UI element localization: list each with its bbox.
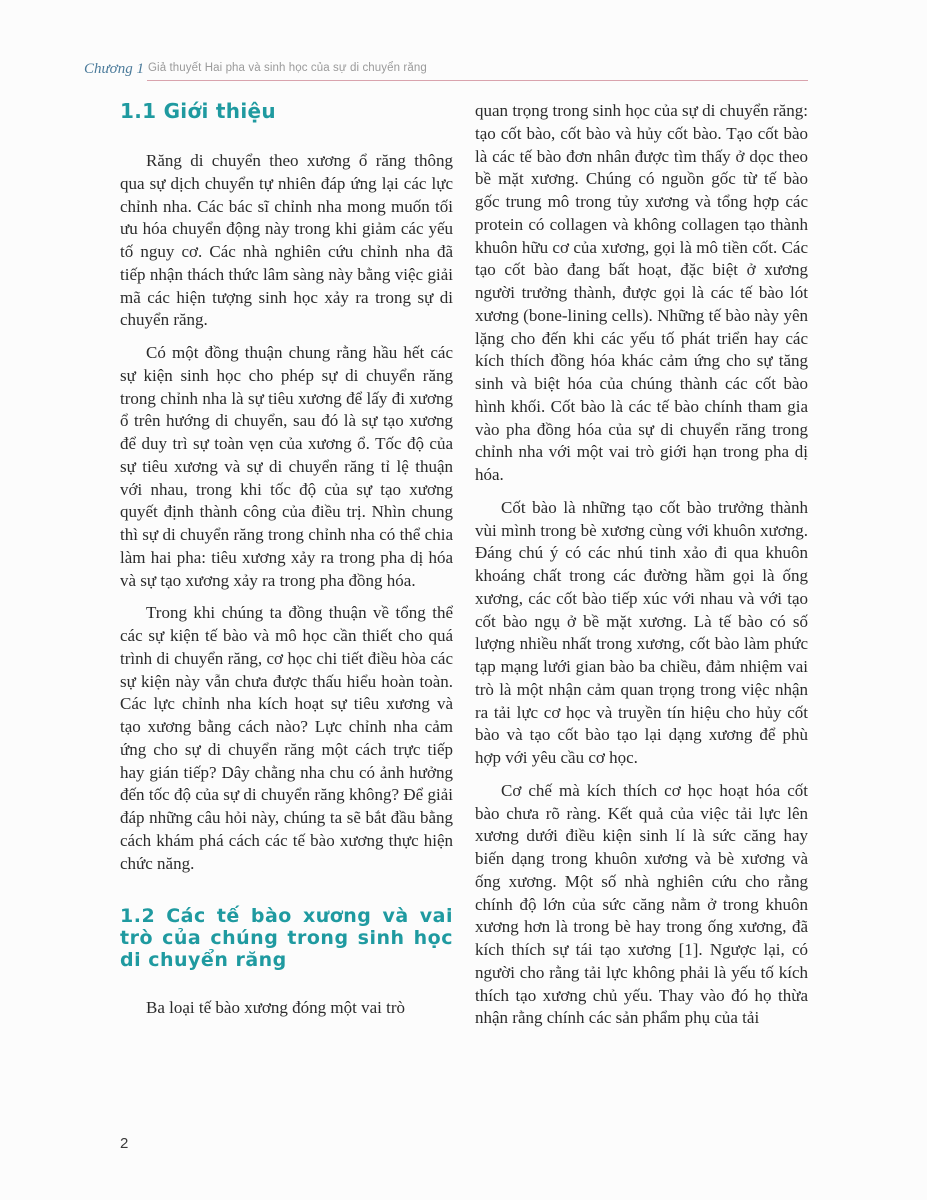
section-heading-bone-cells: 1.2 Các tế bào xương và vai trò của chúng trong sinh học di chuyển răng — [120, 905, 453, 972]
running-header — [84, 61, 808, 81]
section-heading-intro: 1.1 Giới thiệu — [120, 99, 276, 123]
body-paragraph: Răng di chuyển theo xương ổ răng thông qua sự dịch chuyển tự nhiên đáp ứng lại các lực chỉnh nha. Các bác sĩ chỉnh nha mong muốn tối ưu hóa chuyển động này trong khi giảm các yếu tố nguy cơ. Các nhà nghiên cứu chỉnh nha đã tiếp nhận thách thức lâm sàng này bằng việc giải mã các hiện tượng sinh học xảy ra trong sự di chuyển răng. — [120, 151, 453, 330]
header-divider — [147, 80, 808, 81]
body-paragraph: quan trọng trong sinh học của sự di chuyển răng: tạo cốt bào, cốt bào và hủy cốt bào. Tạo cốt bào là các tế bào đơn nhân được tìm thấy ở dọc theo bề mặt xương. Chúng có nguồn gốc từ tế bào gốc trung mô trong tủy xương và tổng hợp các protein có collagen và không collagen tạo thành khuôn hữu cơ của xương, gọi là mô tiền cốt. Các tạo cốt bào đang bất hoạt, đặc biệt ở xương người trưởng thành, được gọi là các tế bào lót xương (bone-lining cells). Những tế bào này yên lặng cho đến khi các yếu tố phát triển hay các kích thích đồng hóa khác cảm ứng cho sự tăng sinh và biệt hóa của chúng thành các cốt bào hình khối. Cốt bào là các tế bào chính tham gia vào pha đồng hóa của sự di chuyển răng trong chỉnh nha với một vai trò giới hạn trong pha dị hóa. — [475, 101, 808, 484]
body-paragraph: Có một đồng thuận chung rằng hầu hết các sự kiện sinh học cho phép sự di chuyển răng trong chỉnh nha là sự tiêu xương để lấy đi xương ổ trên hướng di chuyển, sau đó là sự tạo xương để duy trì sự toàn vẹn của xương ổ. Tốc độ của sự tiêu xương và sự di chuyển răng tỉ lệ thuận với nhau, trong khi tốc độ của sự tạo xương quyết định thành công của điều trị. Nhìn chung thì sự di chuyển răng trong chỉnh nha có thể chia làm hai pha: tiêu xương xảy ra trong pha dị hóa và sự tạo xương xảy ra trong pha đồng hóa. — [120, 343, 453, 590]
page-number: 2 — [120, 1135, 129, 1152]
body-paragraph: Cơ chế mà kích thích cơ học hoạt hóa cốt bào chưa rõ ràng. Kết quả của việc tải lực lên xương dưới điều kiện sinh lí là sức căng hay biến dạng trong khuôn xương và bè xương và ống xương. Một số nhà nghiên cứu cho rằng chính độ lớn của sức căng nằm ở trong khuôn xương hơn là trong bè hay trong ống xương, đã kích thích sự tái tạo xương [1]. Ngược lại, có người cho rằng tải lực không phải là yếu tố kích thích tạo xương chủ yếu. Thay vào đó họ thừa nhận rằng chính các sản phẩm phụ của tải — [475, 780, 808, 1028]
running-title: Giả thuyết Hai pha và sinh học của sự di chuyển răng — [148, 62, 427, 74]
right-column — [475, 100, 808, 1040]
left-column — [120, 98, 453, 1030]
body-paragraph: Ba loại tế bào xương đóng một vai trò — [146, 998, 405, 1018]
body-paragraph: Cốt bào là những tạo cốt bào trưởng thành vùi mình trong bè xương cùng với khuôn xương. Đáng chú ý có các nhú tinh xảo đi qua khuôn khoáng chất trong các đường hầm gọi là ống xương, các cốt bào tiếp xúc với nhau và với tạo cốt bào ngụ ở bề mặt xương. Là tế bào có số lượng nhiều nhất trong xương, cốt bào làm phức tạp mạng lưới gian bào ba chiều, đảm nhiệm vai trò là một nhận cảm quan trọng trong việc nhận ra tải lực cơ học và truyền tín hiệu cho hủy cốt bào và tạo cốt bào tạo lại dạng xương để phù hợp với yêu cầu cơ học. — [475, 497, 808, 767]
chapter-label: Chương 1 — [84, 61, 144, 77]
body-paragraph: Trong khi chúng ta đồng thuận về tổng thể các sự kiện tế bào và mô học cần thiết cho quá trình di chuyển răng, cơ học chi tiết điều hòa các sự kiện này vẫn chưa được thấu hiểu hoàn toàn. Các lực chỉnh nha kích hoạt sự tiêu xương và tạo xương bằng cách nào? Lực chỉnh nha cảm ứng cho sự di chuyển răng một cách trực tiếp hay gián tiếp? Dây chằng nha chu có ảnh hưởng đến tốc độ của sự di chuyển răng không? Để giải đáp những câu hỏi này, chúng ta sẽ bắt đầu bằng cách khám phá cách các tế bào xương thực hiện chức năng. — [120, 603, 453, 873]
